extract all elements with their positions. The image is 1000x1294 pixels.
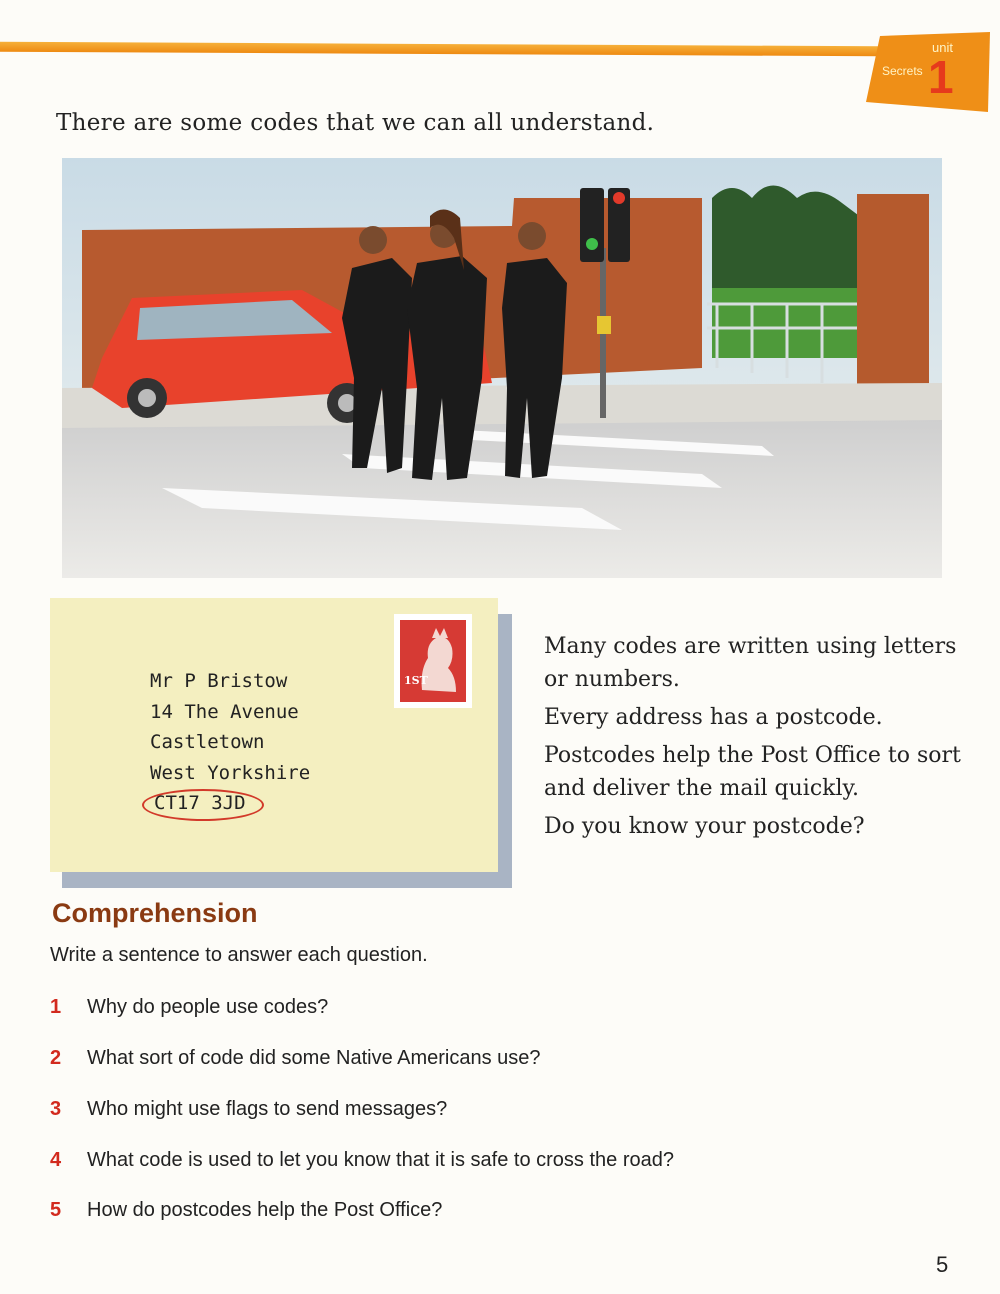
side-paragraph: Do you know your postcode? [544,814,865,839]
stamp-image [400,620,466,702]
postcode-text: CT17 3JD [154,792,246,814]
stamp-value: 1ST [404,674,428,687]
envelope [50,598,498,872]
question-text: Who might use flags to send messages? [87,1098,448,1120]
address-line: West Yorkshire [150,761,311,784]
side-text [544,630,974,848]
side-paragraph: Every address has a postcode. [544,705,883,730]
question-item [50,1047,541,1070]
page-number: 5 [936,1252,949,1277]
queen-head-icon [400,620,466,702]
street-crossing-illustration [62,158,942,578]
question-number: 1 [50,996,62,1018]
postal-address [150,666,310,819]
comprehension-heading: Comprehension [52,898,258,928]
unit-tab [866,32,1000,116]
side-paragraph: Many codes are written using letters or numbers. [544,634,957,692]
question-number: 2 [50,1047,62,1069]
question-text: What code is used to let you know that it is safe to cross the road? [87,1149,674,1171]
question-number: 5 [50,1199,62,1221]
unit-word: unit [932,40,953,55]
address-line: Castletown [150,731,265,753]
question-item [50,1149,674,1172]
unit-number: 1 [928,51,954,103]
question-item [50,1098,447,1121]
question-text: Why do people use codes? [87,996,329,1018]
question-number: 4 [50,1149,62,1171]
question-text: What sort of code did some Native Americans use? [87,1047,541,1069]
question-text: How do postcodes help the Post Office? [87,1199,443,1221]
intro-text: There are some codes that we can all understand. [56,110,655,136]
question-item [50,996,328,1019]
address-line: Mr P Bristow [150,670,288,692]
three-students-crossing-road-icon [62,158,942,578]
side-paragraph: Postcodes help the Post Office to sort and deliver the mail quickly. [544,743,961,801]
header-rule [0,42,880,57]
postcode-circle [142,789,264,821]
postcode [150,788,250,819]
question-number: 3 [50,1098,62,1120]
unit-name: Secrets [882,64,923,78]
address-line: 14 The Avenue [150,700,299,723]
comprehension-instruction: Write a sentence to answer each question. [50,944,428,966]
question-item [50,1199,442,1222]
postage-stamp [394,614,472,708]
